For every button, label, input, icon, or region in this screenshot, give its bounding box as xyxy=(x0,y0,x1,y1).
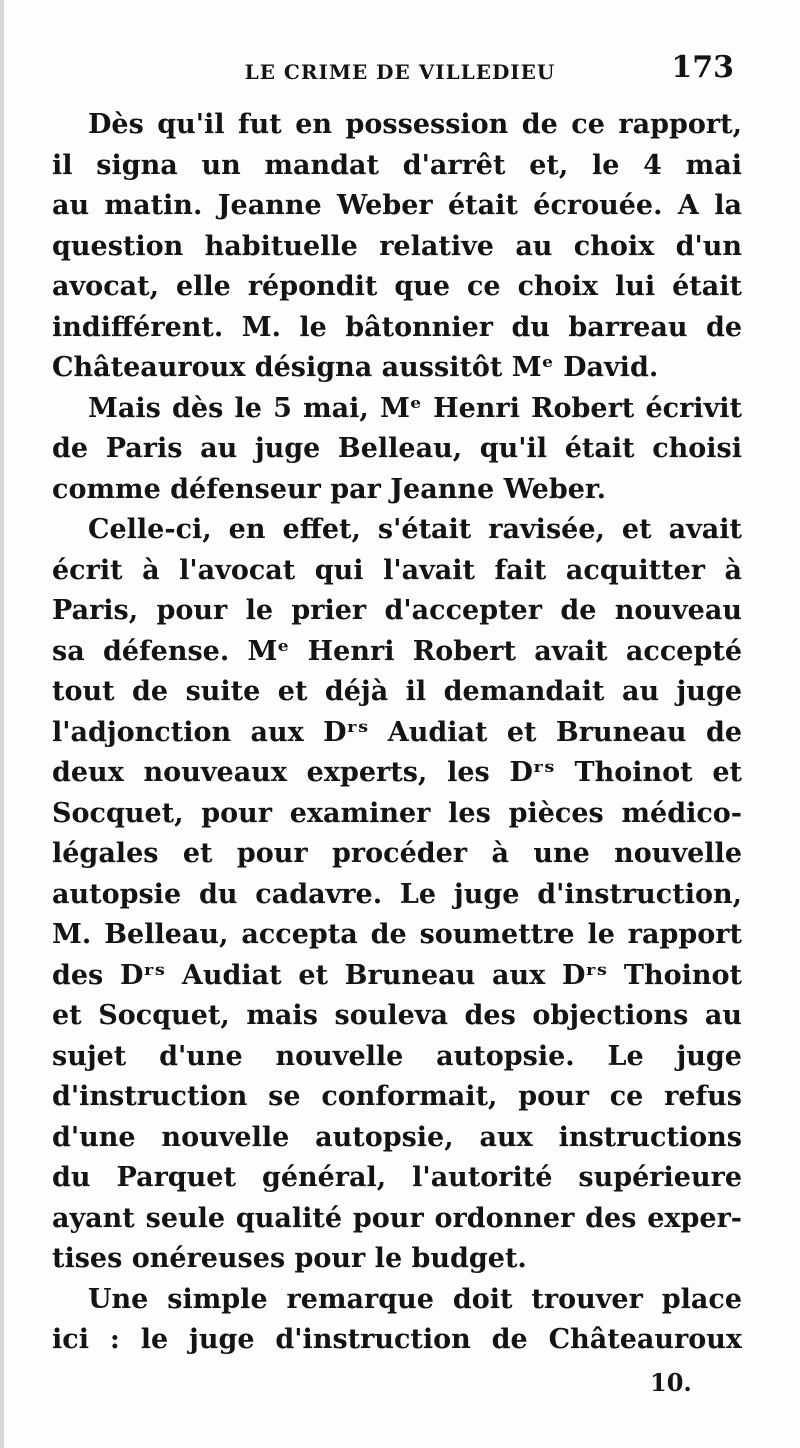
text-line: d'une nouvelle autopsie, aux instructions xyxy=(52,1121,742,1153)
text-line: question habituelle relative au choix d'un xyxy=(52,230,742,262)
page-edge-shadow xyxy=(0,0,4,1448)
text-line: tout de suite et déjà il demandait au juge xyxy=(52,676,742,707)
text-line: autopsie du cadavre. Le juge d'instruction, xyxy=(52,878,742,910)
text-line: Mais dès le 5 mai, Mᵉ Henri Robert écrivit xyxy=(88,392,742,424)
text-line: de Paris au juge Belleau, qu'il était choisi xyxy=(52,433,742,464)
page-number: 173 xyxy=(671,50,734,85)
text-line: des Dʳˢ Audiat et Bruneau aux Dʳˢ Thoinot xyxy=(52,959,742,991)
signature-mark: 10. xyxy=(650,1368,692,1397)
text-line: deux nouveaux experts, les Dʳˢ Thoinot et xyxy=(52,757,742,788)
text-line: avocat, elle répondit que ce choix lui était xyxy=(52,271,742,302)
text-line: l'adjonction aux Dʳˢ Audiat et Bruneau de xyxy=(52,716,742,748)
text-line: et Socquet, mais souleva des objections au xyxy=(52,1000,742,1031)
text-line: indifférent. M. le bâtonnier du barreau de xyxy=(52,311,742,343)
text-line: Socquet, pour examiner les pièces médico- xyxy=(52,797,742,829)
text-line: Dès qu'il fut en possession de ce rapport, xyxy=(88,109,742,140)
text-line: du Parquet général, l'autorité supérieure xyxy=(52,1162,742,1193)
text-line: Paris, pour le prier d'accepter de nouveau xyxy=(52,595,742,626)
text-line: écrit à l'avocat qui l'avait fait acquitter à xyxy=(52,554,742,586)
text-line: sujet d'une nouvelle autopsie. Le juge xyxy=(52,1040,742,1072)
text-line: Celle-ci, en effet, s'était ravisée, et avait xyxy=(88,514,742,545)
running-title: LE CRIME DE VILLEDIEU xyxy=(244,60,556,84)
text-line: ici : le juge d'instruction de Châteauroux xyxy=(52,1324,742,1355)
text-line: Une simple remarque doit trouver place xyxy=(88,1283,742,1315)
text-line: légales et pour procéder à une nouvelle xyxy=(52,838,742,869)
body-text xyxy=(52,105,742,1361)
text-line: il signa un mandat d'arrêt et, le 4 mai xyxy=(52,149,742,181)
text-line: Châteauroux désigna aussitôt Mᵉ David. xyxy=(52,352,659,383)
text-line: comme défenseur par Jeanne Weber. xyxy=(52,473,607,505)
text-line: d'instruction se conformait, pour ce refus xyxy=(52,1081,742,1112)
text-line: au matin. Jeanne Weber était écrouée. A la xyxy=(52,190,742,221)
page-header xyxy=(48,50,752,90)
text-line: tises onéreuses pour le budget. xyxy=(52,1243,527,1274)
text-line: M. Belleau, accepta de soumettre le rapport xyxy=(52,919,742,950)
text-line: ayant seule qualité pour ordonner des exper- xyxy=(52,1202,742,1234)
text-line: sa défense. Mᵉ Henri Robert avait accepté xyxy=(52,635,742,667)
